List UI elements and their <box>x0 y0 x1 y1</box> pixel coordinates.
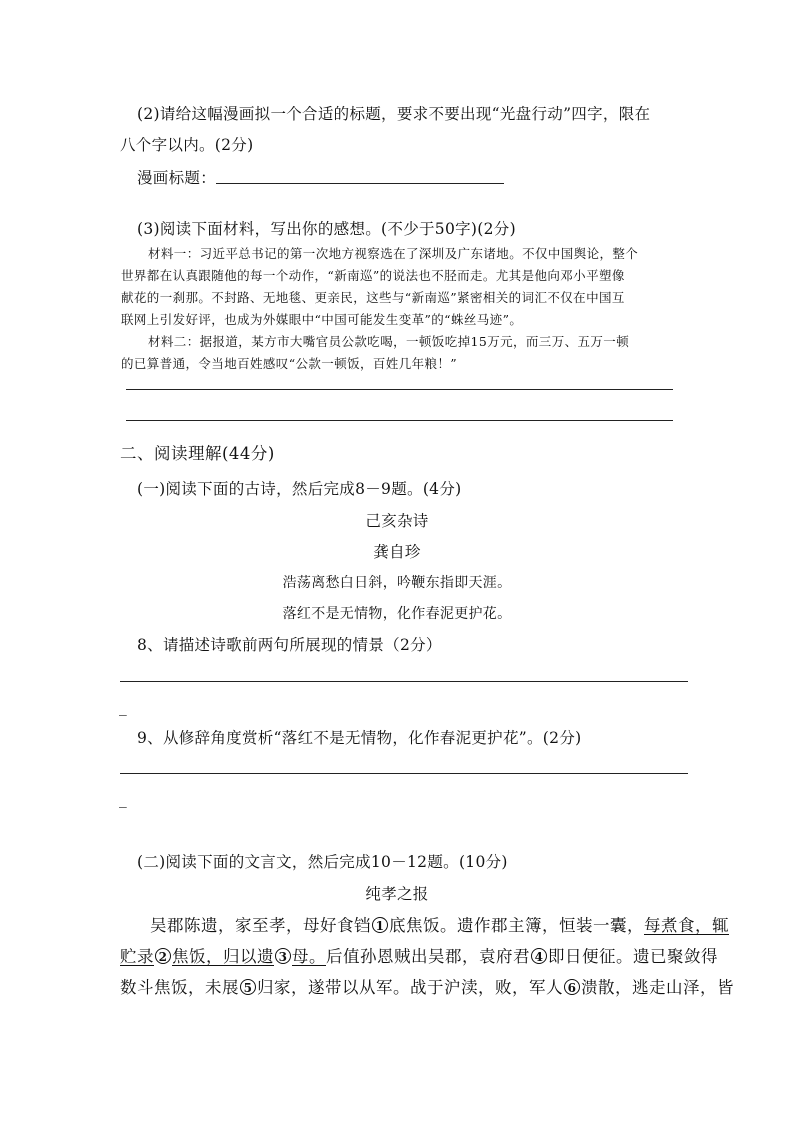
poem-author: 龚自珍 <box>373 543 421 561</box>
poem-intro: (一)阅读下面的古诗，然后完成8－9题。(4分) <box>137 480 462 498</box>
q3-answer-line-2[interactable] <box>126 420 673 421</box>
q9-answer-line[interactable] <box>120 773 688 774</box>
prose-text: 后值孙恩贼出吴郡，袁府君 <box>326 947 530 966</box>
comic-title-answer-line[interactable] <box>216 183 504 184</box>
comic-title-label: 漫画标题： <box>137 169 217 187</box>
material-line: 的已算普通，令当地百姓感叹“公款一顿饭，百姓几年粮！” <box>121 356 458 371</box>
section-heading: 二、阅读理解(44分) <box>120 444 275 463</box>
prose-text: 即日便征。遗已聚敛得 <box>548 947 718 966</box>
q3-prompt: (3)阅读下面材料，写出你的感想。(不少于50字)(2分) <box>137 220 516 238</box>
q2-line2: 八个字以内。(2分) <box>120 136 254 154</box>
poem-line: 浩荡离愁白日斜，吟鞭东指即天涯。 <box>282 575 512 591</box>
q8-answer-mark: _ <box>119 698 128 716</box>
poem-line: 落红不是无情物，化作春泥更护花。 <box>282 606 512 622</box>
question-8: 8、请描述诗歌前两句所展现的情景（2分） <box>137 636 442 654</box>
note-marker: 6 <box>564 979 580 995</box>
q2-line1: (2)请给这幅漫画拟一个合适的标题，要求不要出现“光盘行动”四字，限在 <box>137 105 651 123</box>
prose-text: 数斗焦饭，未展 <box>120 978 239 997</box>
prose-underlined-text: 每煮食，辄 <box>644 916 729 935</box>
prose-text: 底焦饭。遗作郡主簿，恒装一囊， <box>389 916 644 935</box>
q9-answer-mark: _ <box>119 790 128 808</box>
q3-answer-line-1[interactable] <box>126 389 673 390</box>
prose-line-2 <box>120 943 718 967</box>
prose-underlined-text: 母。 <box>292 947 326 966</box>
prose-line-3 <box>120 974 734 998</box>
material-line: 材料二：据报道，某方市大嘴官员公款吃喝，一顿饭吃掉15万元，而三万、五万一顿 <box>148 334 630 349</box>
q8-answer-line[interactable] <box>120 681 688 682</box>
prose-underlined-text: 贮录 <box>120 947 154 966</box>
prose-underlined-text: 焦饭，归以遗 <box>172 947 274 966</box>
prose-title: 纯孝之报 <box>365 885 429 903</box>
question-9: 9、从修辞角度赏析“落红不是无情物，化作春泥更护花”。(2分) <box>137 729 582 747</box>
material-line: 世界都在认真跟随他的每一个动作，“新南巡”的说法也不胫而走。尤其是他向邓小平塑像 <box>121 268 625 283</box>
note-marker: 4 <box>531 948 547 964</box>
prose-text: 归家，遂带以从军。战于沪渎，败，军人 <box>257 978 563 997</box>
note-marker: 1 <box>372 917 388 933</box>
material-line: 联网上引发好评，也成为外媒眼中“中国可能发生变革”的“蛛丝马迹”。 <box>121 312 523 327</box>
material-line: 献花的一刹那。不封路、无地毯、更亲民，这些与“新南巡”紧密相关的词汇不仅在中国互 <box>121 290 625 305</box>
prose-text: 溃散，逃走山泽，皆 <box>581 978 734 997</box>
prose-intro: (二)阅读下面的文言文，然后完成10－12题。(10分) <box>137 853 508 871</box>
prose-text: 吴郡陈遗，家至孝，母好食铛 <box>150 916 371 935</box>
material-line: 材料一：习近平总书记的第一次地方视察选在了深圳及广东诸地。不仅中国舆论，整个 <box>148 246 639 261</box>
note-marker: 5 <box>240 979 256 995</box>
note-marker: 3 <box>275 948 291 964</box>
prose-line-1 <box>150 912 729 936</box>
poem-title: 己亥杂诗 <box>365 512 429 530</box>
note-marker: 2 <box>155 948 171 964</box>
